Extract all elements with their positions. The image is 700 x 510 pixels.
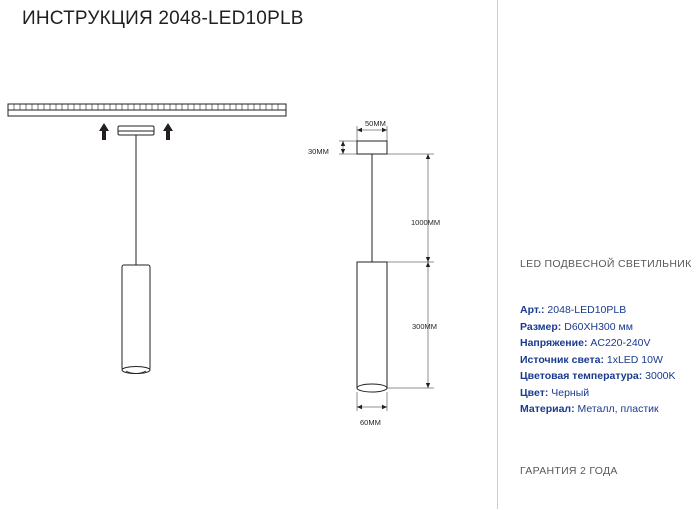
spec-row (520, 385, 695, 402)
dim-top-height-label: 30ММ (308, 147, 329, 156)
spec-row (520, 319, 695, 336)
spec-label: Материал: (520, 403, 575, 415)
spec-row (520, 302, 695, 319)
product-info-panel (520, 258, 695, 418)
spec-row (520, 335, 695, 352)
spec-label: Арт.: (520, 304, 545, 316)
dim-body-height-label: 300ММ (412, 322, 438, 331)
dimension-diagram (310, 110, 520, 450)
spec-row (520, 368, 695, 385)
dim-top-width-label: 50ММ (365, 119, 386, 128)
track-mount-diagram (0, 90, 300, 510)
spec-label: Источник света: (520, 353, 604, 366)
dim-suspension-length-label: 1000ММ (411, 218, 441, 227)
spec-list (520, 302, 695, 418)
spec-value: 2048-LED10PLB (547, 304, 627, 316)
spec-value: 3000K (645, 370, 676, 382)
spec-value: AC220-240V (590, 337, 651, 349)
spec-row (520, 401, 695, 418)
spec-row (520, 352, 695, 369)
spec-value: 1xLED 10W (606, 353, 663, 366)
spec-label: Цветовая температура: (520, 370, 643, 382)
spec-value: Черный (551, 386, 590, 399)
spec-label: Цвет: (520, 386, 549, 399)
warranty-note: ГАРАНТИЯ 2 ГОДА (520, 465, 618, 477)
spec-value: D60XH300 мм (564, 320, 633, 333)
spec-value: Металл, пластик (577, 403, 659, 415)
product-heading: LED ПОДВЕСНОЙ СВЕТИЛЬНИК (520, 258, 692, 270)
dim-body-diameter-label: 60ММ (360, 418, 381, 427)
spec-label: Напряжение: (520, 337, 588, 349)
page-title: ИНСТРУКЦИЯ 2048-LED10PLB (22, 8, 304, 29)
spec-label: Размер: (520, 320, 562, 333)
